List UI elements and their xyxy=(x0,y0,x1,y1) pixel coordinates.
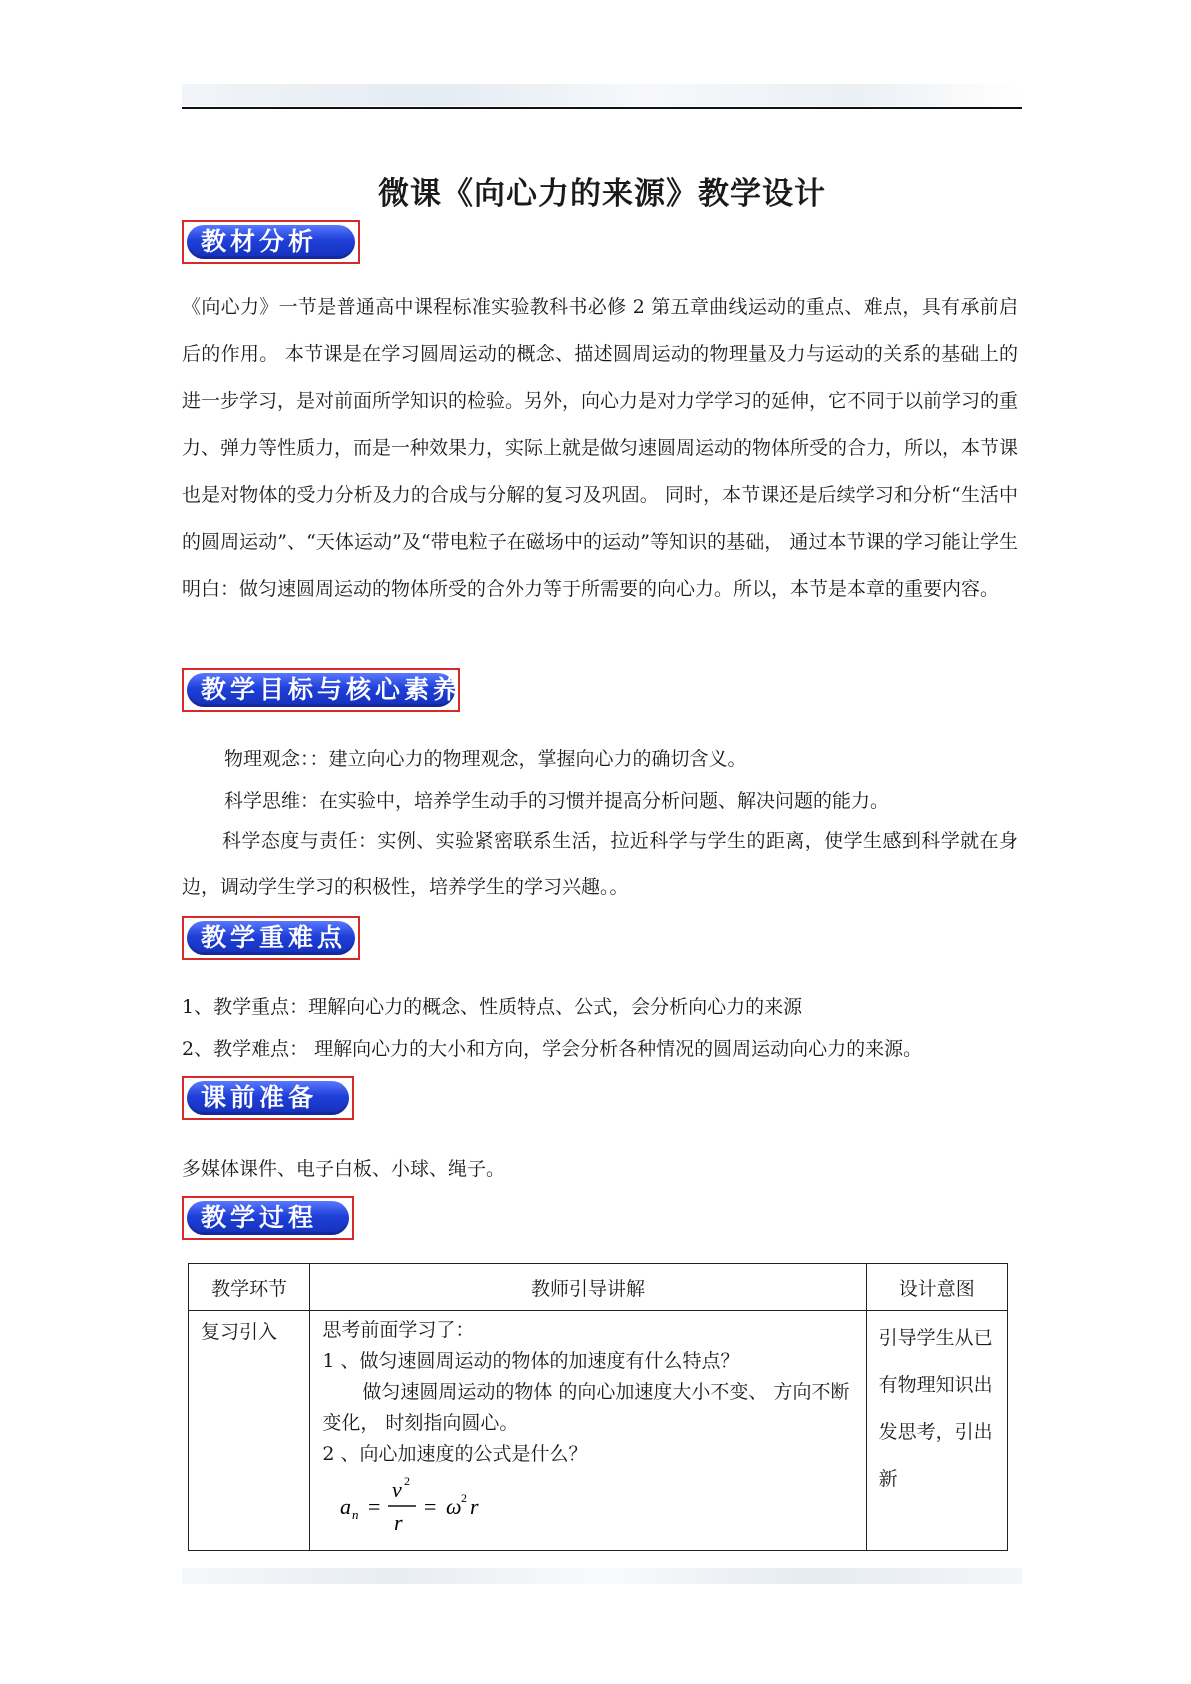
goal-physics-concept: 物理观念：：建立向心力的物理观念，掌握向心力的确切含义。 xyxy=(224,748,747,770)
guidance-answer: 做匀速圆周运动的物体 的向心加速度大小不变、 方向不断变化， 时刻指向圆心。 xyxy=(322,1381,850,1434)
table-cell-intent: 引导学生从已有物理知识出发思考，引出新 xyxy=(866,1311,1007,1551)
table-header-row xyxy=(189,1264,1008,1311)
analysis-paragraph: 《向心力》一节是普通高中课程标准实验教科书必修 2 第五章曲线运动的重点、难点，具有承前启后的作用。 本节课是在学习圆周运动的概念、描述圆周运动的物理量及力与运动的关系的基础上的进一步学习，是对前面所学知识的检验。另外，向心力是对力学学习的延伸，它不同于以前学习的重力、弹力等性质力，而是一种效果力，实际上就是做匀速圆周运动的物体所受的合力，所以，本节课也是对物体的受力分析及力的合成与分解的复习及巩固。 同时，本节课还是后续学习和分析“生活中的圆周运动”、“天体运动”及“带电粒子在磁场中的运动”等知识的基础， 通过本节课的学习能让学生明白：做匀速圆周运动的物体所受的合外力等于所需要的向心力。所以，本节是本章的重要内容。 xyxy=(182,296,1019,600)
difficult-point: 2、教学难点： 理解向心力的大小和方向，学会分析各种情况的圆周运动向心力的来源。 xyxy=(182,1038,923,1060)
guidance-line: 2 、向心加速度的公式是什么？ xyxy=(322,1443,588,1465)
table-header-guidance: 教师引导讲解 xyxy=(310,1264,866,1311)
table-header-intent: 设计意图 xyxy=(866,1264,1007,1311)
preparation-materials: 多媒体课件、电子白板、小球、绳子。 xyxy=(182,1158,506,1180)
table-cell-guidance xyxy=(310,1311,866,1551)
section-heading-analysis xyxy=(182,220,360,264)
section-heading-preparation xyxy=(182,1076,354,1120)
svg-text:r: r xyxy=(394,1510,403,1534)
section-heading-process xyxy=(182,1196,354,1240)
section-heading-goals xyxy=(182,668,463,712)
svg-text:v: v xyxy=(392,1477,403,1502)
teaching-process-table xyxy=(188,1263,1008,1551)
svg-text:a: a xyxy=(340,1494,352,1519)
svg-text:=: = xyxy=(424,1494,437,1519)
key-point: 1、教学重点：理解向心力的概念、性质特点、公式，会分析向心力的来源 xyxy=(182,996,803,1018)
section-heading-label: 教材分析 xyxy=(187,225,355,259)
svg-text:r: r xyxy=(470,1494,479,1519)
centripetal-acceleration-formula xyxy=(336,1470,536,1534)
guidance-line: 1 、做匀速圆周运动的物体的加速度有什么特点？ xyxy=(322,1350,740,1372)
footer-decoration xyxy=(182,1568,1022,1584)
svg-text:2: 2 xyxy=(404,1474,411,1488)
svg-text:2: 2 xyxy=(461,1491,468,1505)
svg-text:n: n xyxy=(352,1507,359,1522)
document-title: 微课《向心力的来源》教学设计 xyxy=(378,176,826,212)
section-heading-label: 教学重难点 xyxy=(187,921,355,955)
table-cell-stage: 复习引入 xyxy=(189,1311,310,1551)
section-heading-label: 教学目标与核心素养 xyxy=(187,673,455,707)
svg-text:=: = xyxy=(368,1494,381,1519)
table-row xyxy=(189,1311,1008,1551)
header-decoration xyxy=(182,84,1022,106)
goal-scientific-attitude: 科学态度与责任：实例、实验紧密联系生活，拉近科学与学生的距离，使学生感到科学就在身边，调动学生学习的积极性，培养学生的学习兴趣。。 xyxy=(182,830,1018,898)
header-rule xyxy=(182,107,1022,109)
table-header-stage: 教学环节 xyxy=(189,1264,310,1311)
guidance-line: 思考前面学习了： xyxy=(322,1319,475,1341)
section-heading-keypoints xyxy=(182,916,360,960)
svg-text:ω: ω xyxy=(446,1494,462,1519)
section-heading-label: 课前准备 xyxy=(187,1081,349,1115)
goal-scientific-thinking: 科学思维：在实验中，培养学生动手的习惯并提高分析问题、解决问题的能力。 xyxy=(224,790,890,812)
section-heading-label: 教学过程 xyxy=(187,1201,349,1235)
